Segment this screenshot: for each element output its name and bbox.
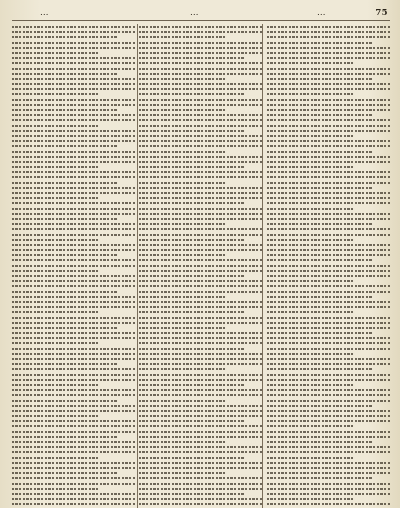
header-right-text: … xyxy=(317,8,326,18)
middle-column xyxy=(139,24,262,508)
text-line xyxy=(267,501,390,506)
page-number: 75 xyxy=(375,8,388,18)
text-line xyxy=(139,501,262,506)
right-column xyxy=(267,24,390,508)
text-columns xyxy=(12,24,390,508)
running-header xyxy=(12,8,390,21)
left-column xyxy=(12,24,135,508)
header-middle-text: … xyxy=(190,8,199,18)
text-line xyxy=(12,501,135,506)
header-left-text: … xyxy=(40,8,49,18)
